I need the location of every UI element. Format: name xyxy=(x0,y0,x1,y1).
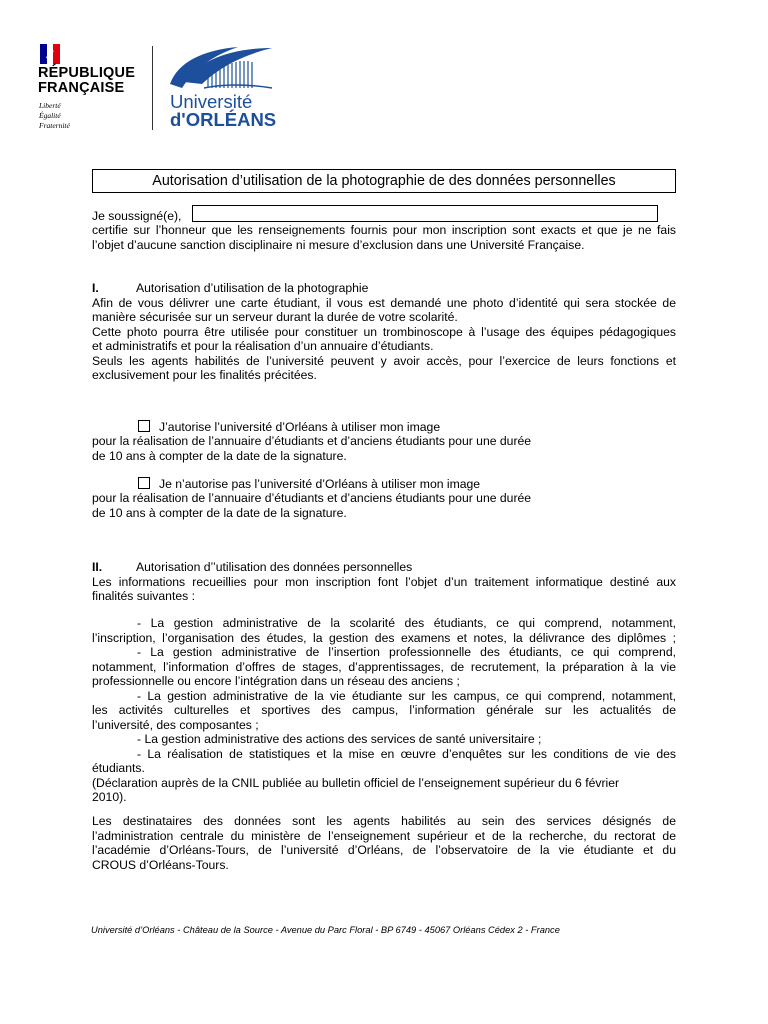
document-title: Autorisation d’utilisation de la photographie de des données personnelles xyxy=(92,169,676,193)
checkbox-refuse[interactable] xyxy=(138,477,150,489)
logo-divider xyxy=(152,46,153,130)
checkbox-authorize[interactable] xyxy=(138,420,150,432)
option-label: Je n’autorise pas l’université d’Orléans à utiliser mon image xyxy=(159,477,481,491)
option-authorize[interactable] xyxy=(138,420,440,435)
data-recipients: Les destinataires des données sont les agents habilités au sein des services désignés de l’administration centrale du ministère de l’enseignement supérieur et de la recherche, du rectorat de l’académie d’Orléans-Tours, de l’université d’Orléans, de l’observatoire de la vie étudiante et du CROUS d’Orléans-Tours. xyxy=(92,814,676,872)
republique-title: RÉPUBLIQUE FRANÇAISE xyxy=(38,65,136,96)
marianne-flag-icon xyxy=(40,44,60,64)
section-heading: II. Autorisation d’’utilisation des données personnelles xyxy=(92,560,413,574)
option-refuse-text: pour la réalisation de l’annuaire d’étudiants et d’anciens étudiants pour une durée de 10 ans à compter de la date de la signature. xyxy=(92,491,532,520)
university-swoosh-icon xyxy=(168,44,276,96)
data-purposes-list: - La gestion administrative de la scolarité des étudiants, ce qui comprend, notamment, l’inscription, l’organisation des études, la gestion des examens et notes, la délivrance des diplômes ; - La gestion administrative de l’insertion professionnelle des étudiants, ce qui comprend, notamment, l’information d’offres de stages, d’apprentissages, de recrutement, la préparation à la vie professionnelle ou encore l’intégration dans un réseau des anciens ; - La gestion administrative de la vie étudiante sur les campus, ce qui comprend, notamment, les activités culturelles et sportives des campus, l’information générale sur les actualités de l’université, des composantes ; - La gestion administrative des actions des services de santé universitaire ; - La réalisation de statistiques et la mise en œuvre d’enquêtes sur les conditions de vie des étudiants. (Déclaration auprès de la CNIL publiée au bulletin officiel de l’enseignement supérieur du 6 février 2010). xyxy=(92,616,676,804)
university-name: Université d'ORLÉANS xyxy=(170,91,277,130)
option-label: J’autorise l’université d’Orléans à utiliser mon image xyxy=(159,420,441,434)
section-data: II. Autorisation d’’utilisation des données personnelles Les informations recueillies pour mon inscription font l’objet d’un traitement informatique destiné aux finalités suivantes : xyxy=(92,560,676,603)
option-refuse[interactable] xyxy=(138,477,480,492)
intro-text: certifie sur l’honneur que les renseignements fournis pour mon inscription sont exacts et que je ne fais l’objet d’aucune sanction disciplinaire ni mesure d’exclusion dans une Université Française. xyxy=(92,223,676,252)
option-authorize-text: pour la réalisation de l’annuaire d’étudiants et d’anciens étudiants pour une durée de 10 ans à compter de la date de la signature. xyxy=(92,434,532,463)
footer-address: Université d’Orléans - Château de la Source - Avenue du Parc Floral - BP 6749 - 45067 Orléans Cédex 2 - France xyxy=(91,925,560,935)
section-heading: I. Autorisation d’utilisation de la photographie xyxy=(92,281,369,295)
section-photo: I. Autorisation d’utilisation de la photographie Afin de vous délivrer une carte étudiant, il vous est demandé une photo d’identité qui sera stockée de manière sécurisée sur un serveur durant la durée de votre scolarité. Cette photo pourra être utilisée pour constituer un trombinoscope à l’usage des équipes pédagogiques et administratifs et pour la réalisation d’un annuaire d’étudiants. Seuls les agents habilités de l’université peuvent y avoir accès, pour l’exercice de leurs fonctions et exclusivement pour les finalités précitées. xyxy=(92,281,676,382)
intro-label: Je soussigné(e), xyxy=(92,209,182,223)
name-field[interactable] xyxy=(192,205,658,222)
republique-motto: Liberté Égalité Fraternité xyxy=(39,101,70,130)
